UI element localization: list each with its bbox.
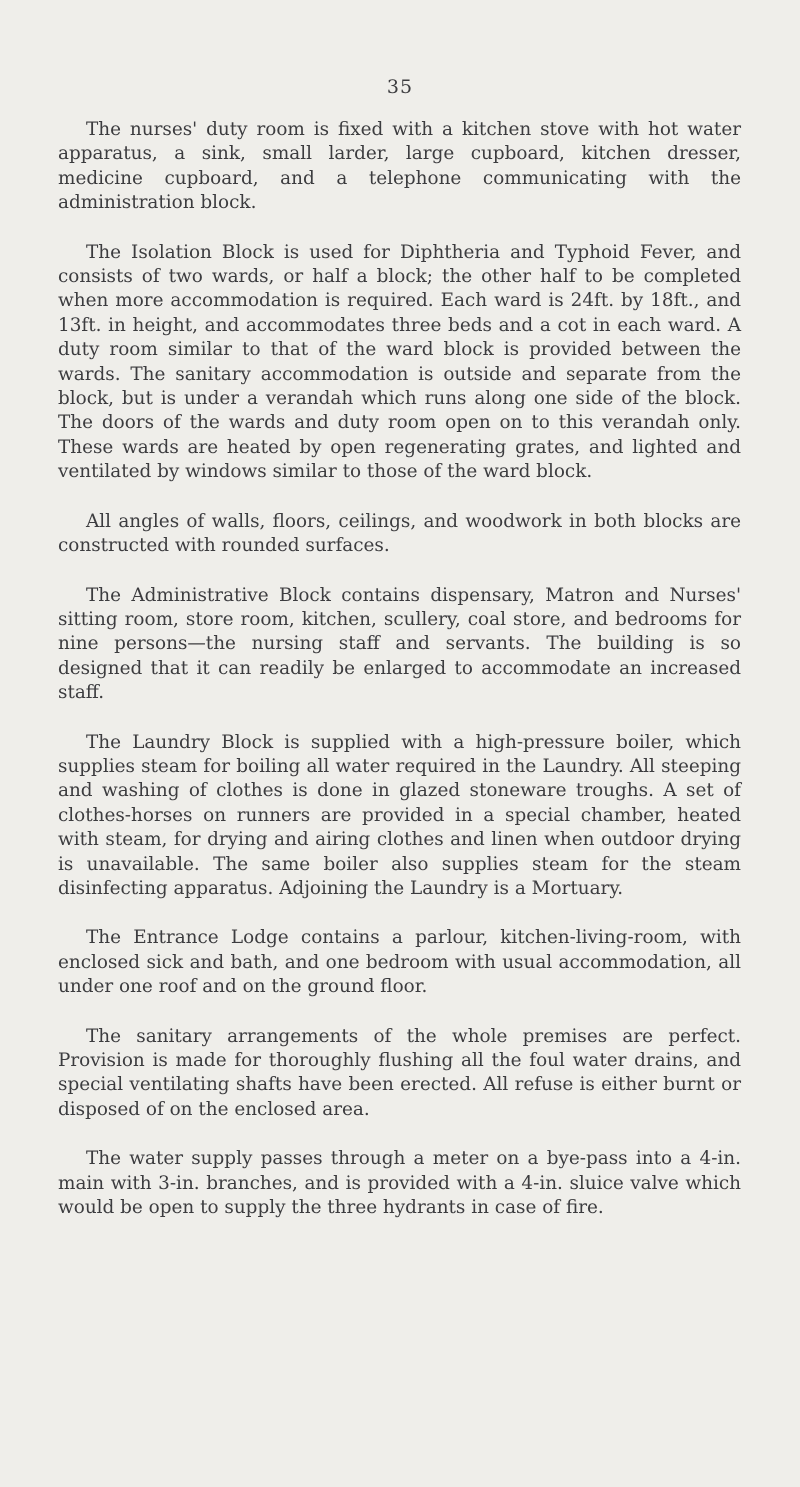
paragraph-laundry-block: The Laundry Block is supplied with a high-pressure boiler, which supplies steam for boiling all water required in the Laundry. All steeping and washing of clothes is done in glazed stoneware troughs. A set of clothes-horses on runners are provided in a special chamber, heated with steam, for drying and airing clothes and linen when outdoor drying is unavailable. The same boiler also supplies steam for the steam disinfecting apparatus. Adjoining the Laundry is a Mortuary. [58, 731, 741, 899]
page-number: 35 [386, 76, 414, 98]
paragraph-entrance-lodge: The Entrance Lodge contains a parlour, kitchen-living-room, with enclosed sick and bath, and one bedroom with usual accommodation, all under one roof and on the ground floor. [58, 927, 741, 998]
paragraph-nurses-duty-room: The nurses' duty room is fixed with a kitchen stove with hot water apparatus, a sink, small larder, large cupboard, kitchen dresser, medicine cupboard, and a telephone communicating with the administration block. [58, 119, 741, 214]
paragraph-rounded-surfaces: All angles of walls, floors, ceilings, and woodwork in both blocks are constructed with rounded surfaces. [58, 510, 741, 557]
paragraph-isolation-block: The Isolation Block is used for Diphtheria and Typhoid Fever, and consists of two wards, or half a block; the other half to be completed when more accommodation is required. Each ward is 24ft. by 18ft., and 13ft. in height, and accommodates three beds and a cot in each ward. A duty room similar to that of the ward block is provided between the wards. The sanitary accommodation is outside and separate from the block, but is under a verandah which runs along one side of the block. The doors of the wards and duty room open on to this verandah only. These wards are heated by open regenerating grates, and lighted and ventilated by windows similar to those of the ward block. [58, 241, 741, 483]
body-text [58, 118, 741, 1220]
paragraph-sanitary-arrangements: The sanitary arrangements of the whole premises are perfect. Provision is made for thoroughly flushing all the foul water drains, and special ventilating shafts have been erected. All refuse is either burnt or disposed of on the enclosed area. [58, 1025, 741, 1120]
paragraph-administrative-block: The Administrative Block contains dispensary, Matron and Nurses' sitting room, store room, kitchen, scullery, coal store, and bedrooms for nine persons—the nursing staff and servants. The building is so designed that it can readily be enlarged to accommodate an increased staff. [58, 584, 741, 704]
paragraph-water-supply: The water supply passes through a meter on a bye-pass into a 4-in. main with 3-in. branches, and is provided with a 4-in. sluice valve which would be open to supply the three hydrants in case of fire. [58, 1148, 741, 1219]
